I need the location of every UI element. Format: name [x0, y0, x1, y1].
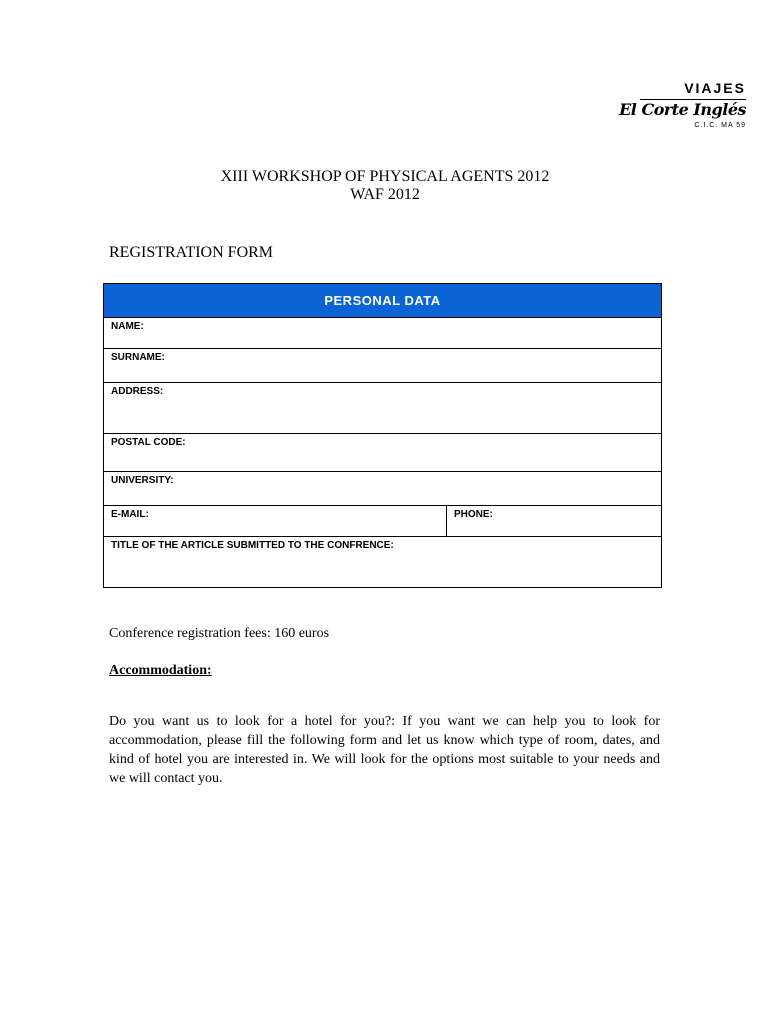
workshop-title: XIII WORKSHOP OF PHYSICAL AGENTS 2012: [220, 168, 550, 185]
accommodation-heading: Accommodation:: [109, 663, 212, 678]
address-label: ADDRESS:: [111, 386, 164, 397]
personal-data-header: PERSONAL DATA: [104, 284, 662, 318]
email-label: E-MAIL:: [111, 509, 149, 520]
accommodation-paragraph: Do you want us to look for a hotel for you?: If you want we can help you to look for accommodation, please fill the following form and let us know which type of room, dates, and kind of hotel you are interested in. We will look for the options most suitable to your needs and we will contact you.: [109, 714, 660, 786]
postal-code-label: POSTAL CODE:: [111, 437, 186, 448]
personal-data-form: [103, 283, 662, 588]
postal-code-field[interactable]: [104, 434, 662, 472]
article-title-label: TITLE OF THE ARTICLE SUBMITTED TO THE CONFRENCE:: [111, 540, 394, 551]
article-title-field[interactable]: [104, 537, 662, 588]
logo-brand-text: El Corte Inglés: [619, 100, 746, 119]
name-label: NAME:: [111, 321, 144, 332]
workshop-subtitle: WAF 2012: [350, 186, 420, 203]
phone-label: PHONE:: [454, 509, 493, 520]
address-field[interactable]: [104, 383, 662, 434]
viajes-el-corte-ingles-logo: [619, 80, 746, 136]
registration-form-title: REGISTRATION FORM: [109, 244, 274, 261]
logo-viajes-text: VIAJES: [684, 80, 746, 96]
surname-label: SURNAME:: [111, 352, 165, 363]
logo-cic-text: C.I.C. MA 59: [694, 122, 746, 129]
registration-fees-text: Conference registration fees: 160 euros: [109, 626, 330, 641]
email-field[interactable]: [104, 506, 447, 537]
name-field[interactable]: [104, 318, 662, 349]
university-label: UNIVERSITY:: [111, 475, 174, 486]
phone-field[interactable]: [447, 506, 662, 537]
surname-field[interactable]: [104, 349, 662, 383]
university-field[interactable]: [104, 472, 662, 506]
